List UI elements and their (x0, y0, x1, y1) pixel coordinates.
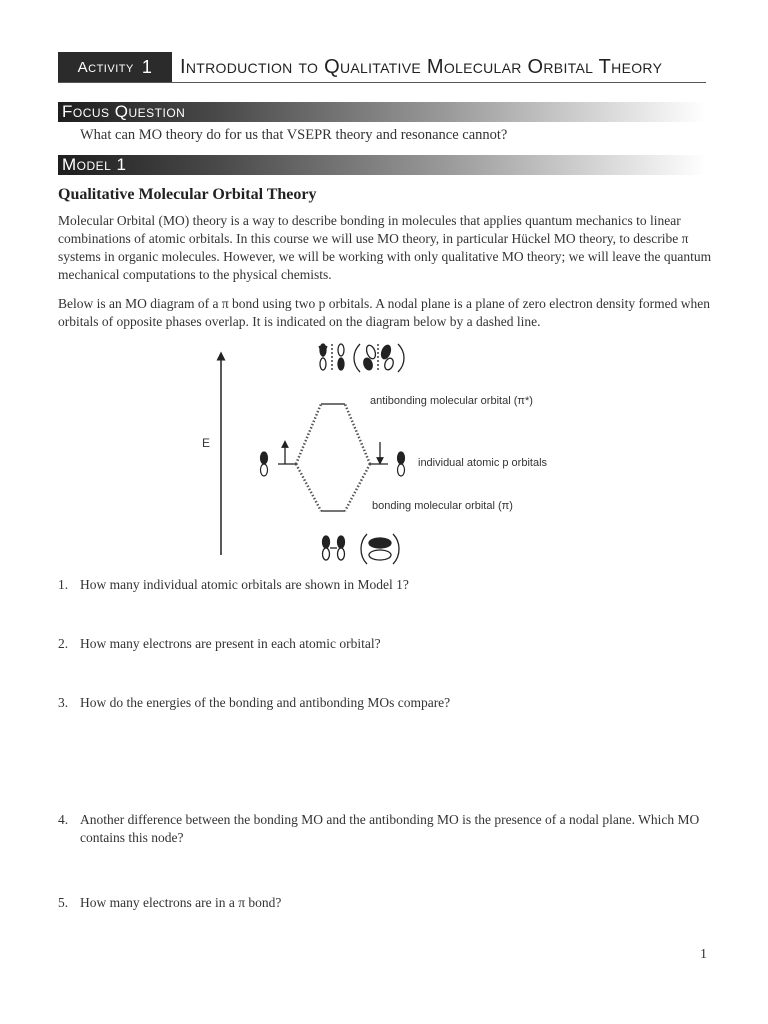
atomic-orbitals-label: individual atomic p orbitals (418, 457, 548, 469)
title-divider (58, 82, 706, 83)
right-p-orbital-icon (398, 452, 405, 476)
question-text: How many electrons are present in each atomic orbital? (80, 636, 381, 651)
bonding-orbital-icon (323, 534, 400, 564)
mo-diagram (190, 340, 450, 570)
focus-question-bar: Focus Question (58, 102, 706, 122)
question-number: 3. (58, 695, 69, 710)
antibonding-orbital-icon (319, 344, 404, 372)
question-1 (58, 576, 718, 594)
left-p-orbital-icon (261, 452, 268, 476)
question-text: How many individual atomic orbitals are shown in Model 1? (80, 577, 409, 592)
question-5 (58, 894, 718, 912)
model-heading: Qualitative Molecular Orbital Theory (58, 186, 317, 203)
question-text: Another difference between the bonding MO and the antibonding MO is the presence of a nodal plane. Which MO contains this node? (80, 812, 700, 845)
question-number: 4. (58, 812, 69, 827)
page-number: 1 (700, 947, 707, 962)
question-text: How many electrons are in a π bond? (80, 895, 282, 910)
energy-axis-label: E (202, 436, 211, 450)
question-4 (58, 811, 718, 847)
bonding-label: bonding molecular orbital (π) (372, 500, 513, 512)
antibonding-label: antibonding molecular orbital (π*) (370, 395, 533, 407)
activity-label: Activity (77, 58, 134, 76)
intro-paragraph: Molecular Orbital (MO) theory is a way to describe bonding in molecules that applies quantum mechanics to linear combinations of atomic orbitals. In this course we will use MO theory, in particular Hückel MO theory, to describe π systems in organic molecules. However, we will be working with only qualitative MO theory; we will leave the quantum mechanical computations to the physical chemists. (58, 213, 712, 282)
question-2 (58, 635, 718, 653)
question-text: How do the energies of the bonding and antibonding MOs compare? (80, 695, 451, 710)
question-number: 1. (58, 577, 69, 592)
question-number: 2. (58, 636, 69, 651)
question-3 (58, 694, 718, 712)
activity-label-box (58, 52, 172, 82)
activity-number: 1 (141, 56, 153, 77)
correlation-lines (296, 404, 370, 511)
focus-question-text: What can MO theory do for us that VSEPR theory and resonance cannot? (80, 127, 508, 143)
diagram-description-paragraph: Below is an MO diagram of a π bond using two p orbitals. A nodal plane is a plane of zero electron density formed when orbitals of opposite phases overlap. It is indicated on the diagram below by a dashed line. (58, 296, 711, 329)
page-title: Introduction to Qualitative Molecular Orbital Theory (180, 55, 663, 78)
question-number: 5. (58, 895, 69, 910)
model-bar: Model 1 (58, 155, 706, 175)
